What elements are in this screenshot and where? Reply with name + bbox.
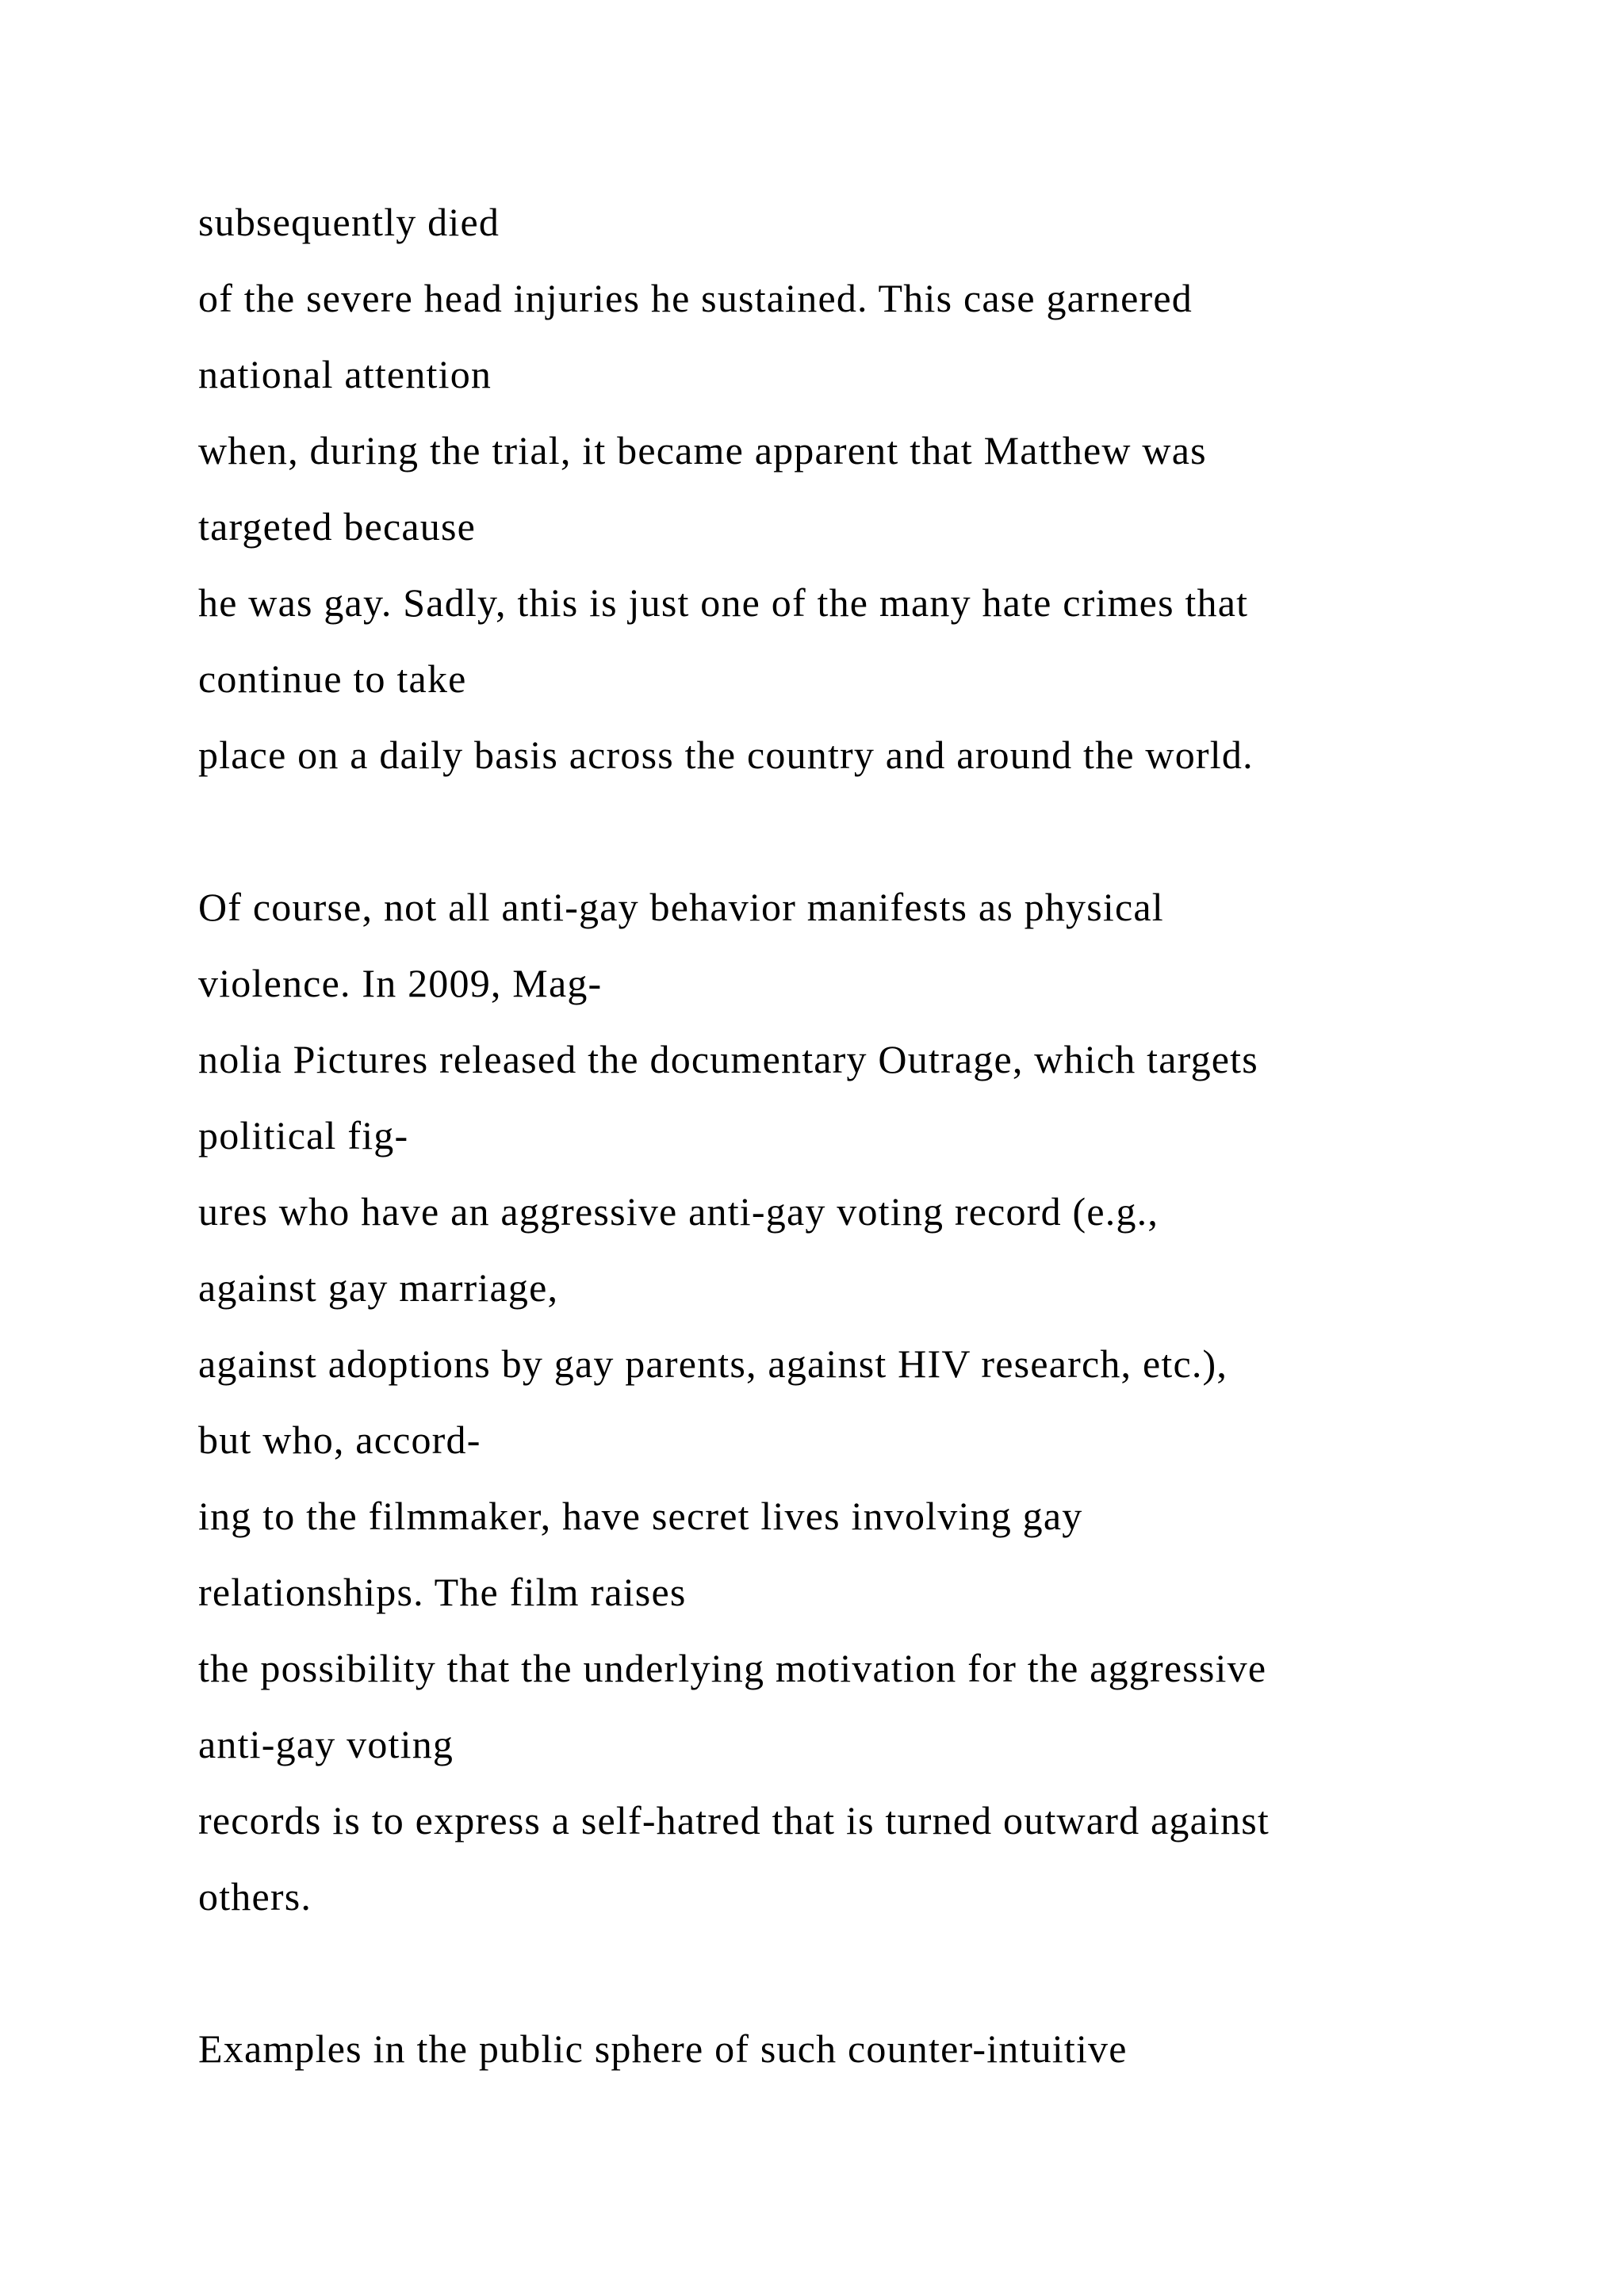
text-line: records is to express a self-hatred that is turned outward against [198,1798,1270,1843]
paragraph-spacer [198,1934,1546,2011]
text-line: he was gay. Sadly, this is just one of the many hate crimes that [198,580,1249,625]
text-line: place on a daily basis across the country and around the world. [198,733,1254,777]
text-line: against adoptions by gay parents, against HIV research, etc.), [198,1341,1228,1386]
text-line: national attention [198,352,492,396]
text-line: others. [198,1874,312,1919]
text-line: political fig- [198,1113,409,1158]
document-body [198,184,1546,2087]
text-line: ing to the filmmaker, have secret lives involving gay [198,1494,1083,1538]
text-line: but who, accord- [198,1418,481,1462]
text-line: anti-gay voting [198,1722,454,1766]
text-line: targeted because [198,504,477,549]
text-line: the possibility that the underlying motivation for the aggressive [198,1646,1267,1690]
text-line: ures who have an aggressive anti-gay voting record (e.g., [198,1189,1159,1234]
text-line: nolia Pictures released the documentary Outrage, which targets [198,1037,1258,1081]
paragraph-spacer [198,793,1546,869]
text-line: subsequently died [198,200,500,244]
text-line: of the severe head injuries he sustained. This case garnered [198,276,1193,320]
text-line: continue to take [198,656,467,701]
text-line: against gay marriage, [198,1265,559,1310]
text-line: when, during the trial, it became apparent that Matthew was [198,428,1207,473]
text-line: relationships. The film raises [198,1570,687,1614]
text-line: Of course, not all anti-gay behavior manifests as physical [198,885,1164,929]
text-line: violence. In 2009, Mag- [198,961,603,1005]
text-line: Examples in the public sphere of such counter-intuitive [198,2026,1128,2071]
